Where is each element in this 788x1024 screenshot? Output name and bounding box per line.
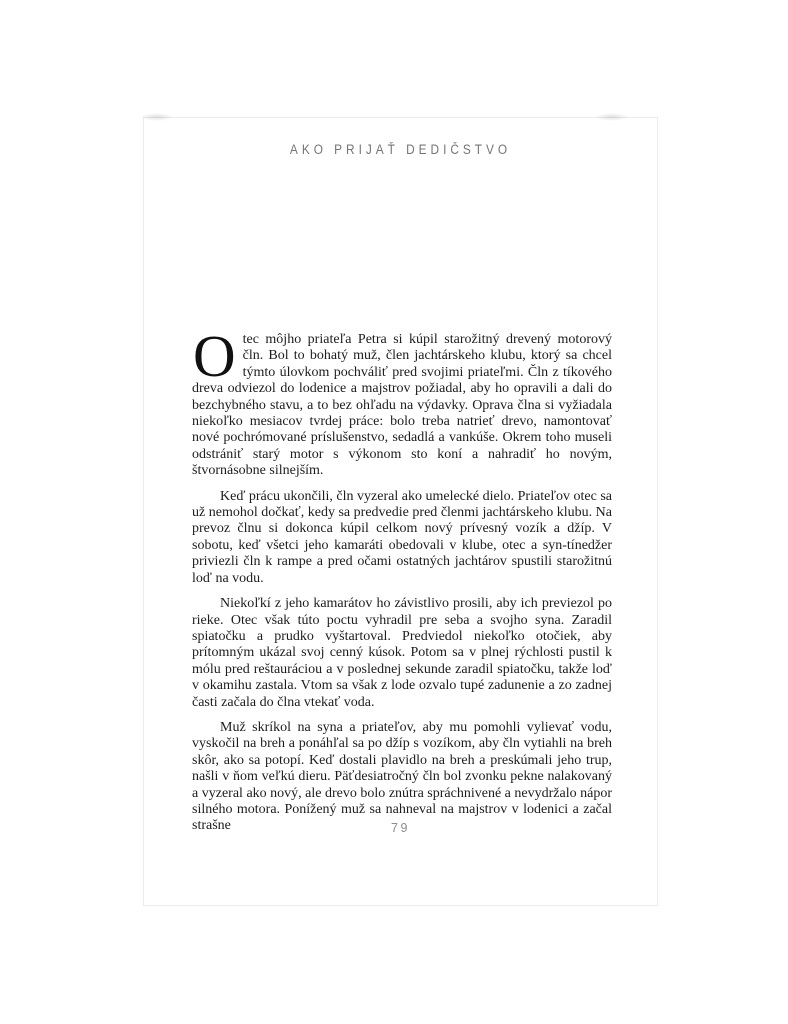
page-number: 79 (391, 821, 410, 835)
drop-cap: O (193, 323, 236, 389)
scan-smudge-left (140, 113, 174, 121)
book-page (143, 117, 658, 906)
paragraph: Otec môjho priateľa Petra si kúpil starožitný drevený motorový čln. Bol to bohatý muž, člen jachtárskeho klubu, ktorý sa chcel týmto úlovkom pochváliť pred svojimi priateľmi. Čln z tíkového dreva odviezol do lodenice a majstrov požiadal, aby ho opravili a dali do bezchybného stavu, a to bez ohľadu na výdavky. Oprava člna si vyžiadala niekoľko mesiacov tvrdej práce: bolo treba natrieť drevo, namontovať nové pochrómované príslušenstvo, sedadlá a vankúše. Okrem toho museli odstrániť starý motor s výkonom sto koní a nahradiť ho novým, štvornásobne silnejším. (192, 323, 612, 479)
paragraph: Muž skríkol na syna a priateľov, aby mu pomohli vylievať vodu, vyskočil na breh a ponáhľal sa po džíp s vozíkom, aby čln vytiahli na breh skôr, ako sa potopí. Keď dostali plavidlo na breh a preskúmali jeho trup, našli v ňom veľkú dieru. Päťdesiatročný čln bol zvonku pekne nalakovaný a vyzeral ako nový, ale drevo bolo znútra spráchnivené a nevydržalo nápor silného motora. Ponížený muž sa nahneval na majstrov v lodenici a začal strašne (192, 719, 612, 834)
paragraph: Niekoľkí z jeho kamarátov ho závistlivo prosili, aby ich previezol po rieke. Otec však túto poctu vyhradil pre seba a svojho syna. Zaradil spiatočku a prudko vyštartoval. Predviedol niekoľko otočiek, aby prítomným ukázal svoj cenný kúsok. Potom sa v plnej rýchlosti pustil k mólu pred reštauráciou a v poslednej sekunde zaradil spiatočku, takže loď v okamihu zastala. Vtom sa však z lode ozvalo tupé zadunenie a zo zadnej časti začala do člna vtekať voda. (192, 596, 612, 710)
paragraph: Keď prácu ukončili, čln vyzeral ako umelecké dielo. Priateľov otec sa už nemohol dočkať, kedy sa predvedie pred členmi jachtárskeho klubu. Na prevoz člnu si dokonca kúpil celkom nový prívesný vozík a džíp. V sobotu, keď všetci jeho kamaráti obedovali v klube, otec a syn-tínedžer priviezli čln k rampe a pred očami ostatných jachtárov spustili starožitnú loď na vodu. (192, 488, 612, 586)
scan-smudge-right (595, 113, 629, 121)
body-text-column (192, 323, 612, 844)
chapter-title: AKO PRIJAŤ DEDIČSTVO (289, 142, 512, 157)
